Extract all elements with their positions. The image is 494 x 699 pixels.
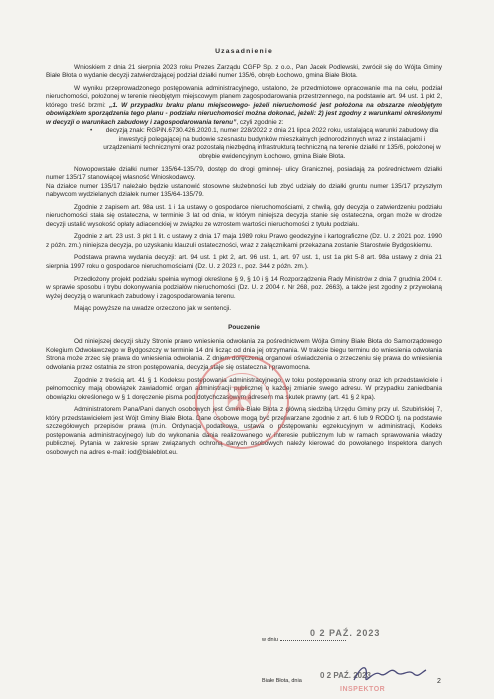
paragraph-adjacency-fee: Zgodnie z zapisem art. 98a ust. 1 i 1a ustawy o gospodarce nieruchomościami, z chwilą, gdy decyzja o zatwierdzeniu podziału nieruchomości stała się ostateczna, w terminie 3 lat od dnia, w którym niniejsza decyzja stanie się ostateczna, organ może w drodze decyzji ustalić wysokość opłaty adiacenckiej w związku ze wzrostem wartości nieruchomości z tytułu podziału. xyxy=(46,203,442,228)
paragraph-appeal: Od niniejszej decyzji służy Stronie prawo wniesienia odwołania za pośrednictwem Wójta Gminy Białe Błota do Samorządowego Kolegium Odwoławczego w Bydgoszczy w terminie 14 dni licząc od dnia jej otrzymania. W trakcie biegu terminu do wniesienia odwołania Strona może zrzec się prawa do wniesienia odwołania. Z dniem doręczenia organowi oświadczenia o zrzeczeniu się prawa do wniesienia odwołania przez ostatnia ze stron postępowania, decyzja staje się ostateczna i prawomocna. xyxy=(46,338,442,371)
paragraph-regulation: Przedłożony projekt podziału spełnia wymogi określone § 9, § 10 i § 14 Rozporządzenia Rady Ministrów z dnia 7 grudnia 2004 r. w sprawie sposobu i trybu dokonywania podziałów nieruchomości (Dz. U. z 2004 r. Nr 268, poz. 2663), a także jest zgodny z przywołaną wyżej decyzją o warunkach zabudowy i zagospodarowania terenu. xyxy=(46,275,442,300)
bullet-dot-icon: • xyxy=(90,127,93,135)
paragraph-legal-grounds: Podstawa prawna wydania decyzji: art. 94 ust. 1 pkt 2, art. 96 ust. 1, art. 97 ust. 1, ust 1a pkt 5-8 art. 98a ustawy z dnia 21 sierpnia 1997 roku o gospodarce nieruchomościami (Dz. U. z 2023 r., poz. 344 z późn. zm.). xyxy=(46,254,442,271)
document-title: Uzasadnienie xyxy=(215,48,273,55)
legal-quote: „1. W przypadku braku planu miejscowego- jeżeli nieruchomość jest położona na obszarze nieobjętym obowiązkiem sporządzenia tego planu - podziału nieruchomości można dokonać, jeżeli: 2) jest zgodny z warunkami określonymi w decyzji o warunkach zabudowy i zagospodarowania terenu” xyxy=(46,101,442,126)
official-signature-stamp: INSPEKTOR xyxy=(340,686,386,693)
bullet-decision xyxy=(90,127,442,161)
paragraph-new-plots: Nowopowstałe działki numer 135/64-135/79, dostęp do drogi gminnej- ulicy Granicznej, posiadają za pośrednictwem działki numer 135/17 stanowiącej własność Wnioskodawcy. xyxy=(46,165,442,182)
eagle-emblem-icon: ✠ xyxy=(226,381,253,417)
bullet-decision-text: decyzją znak: RGPiN.6730.426.2020.1, numer 228/2022 z dnia 21 lipca 2022 roku, ustalającą warunki zabudowy dla inwestycji polegającej na budowie szesnastu budynków mieszkalnych jednorodzinnych wraz z instalacjami i urządzeniami technicznymi oraz pozostałą niezbędną infrastrukturą techniczną na terenie działki nr 135/6, położonej w obrębie ewidencyjnym Łochowo, gmina Białe Błota. xyxy=(103,127,441,161)
receipt-date-stamp: 0 2 PAŹ. 2023 xyxy=(310,628,381,638)
paragraph-data-protection: Administratorem Pana/Pani danych osobowych jest Gmina Białe Błota z główną siedzibą Urzędu Gminy przy ul. Szubińskiej 7, który przedstawicielem jest Wójt Gminy Białe Błota. Dane osobowe mogą być przetwarzane zgodnie z art. 6 lub 9 RODO tj. na podstawie szczegółowych przepisów prawa (m.in. Ordynacja podatkowa, ustawa o postępowaniu egzekucyjnym w administracji, Kodeks postępowania administracyjnego) lub do wykonania dania realizowanego w interesie publicznym lub w ramach sprawowania władzy publicznej. Pytania w zakresie spraw związanych ochroną danych osobowych należy kierować do powołanego Inspektora danych osobowych na adres e-mail: iod@bialeblot.eu. xyxy=(46,406,442,456)
paragraph-request: Wnioskiem z dnia 21 sierpnia 2023 roku Prezes Zarządu CGFP Sp. z o.o., Pan Jacek Podlewski, zwrócił się do Wójta Gminy Białe Błota o wydanie decyzji zatwierdzającej podział działki numer 135/6, obręb Łochowo, gmina Białe Błota. xyxy=(46,63,442,80)
paragraph-geodetic-law: Zgodnie z art. 23 ust. 3 pkt 1 lit. c ustawy z dnia 17 maja 1989 roku Prawo geodezyjne i kartograficzne (Dz. U. z 2021 poz. 1990 z późn. zm.) niniejsza decyzja, po uzyskaniu klauzuli ostateczności, wraz z załącznikami przekazana zostanie Starostwie Bydgoskiemu. xyxy=(46,233,442,249)
paragraph-easement: Na działce numer 135/17 należało będzie ustanowić stosowne służebności lub zbyć udziały do działki gruntu numer 135/17 przyszłym nabywcom wydzielanych działek numer 135/64-135/79. xyxy=(46,182,442,199)
paragraph-address-change: Zgodnie z treścią art. 41 § 1 Kodeksu postępowania administracyjnego, w toku postępowania strony oraz ich przedstawiciele i pełnomocnicy mają obowiązek zawiadomić organ administracji publicznej o każdej zmianie swego adresu. W przypadku zaniedbania obowiązku określonego w § 1 doręczenie pisma pod dotychczasowym adresem ma skutek prawny (art. 41 § 2 kpa). xyxy=(46,376,442,401)
official-seal-icon xyxy=(195,355,289,449)
signature-icon xyxy=(350,660,430,688)
paragraph-legal-basis: W wyniku przeprowadzonego postępowania administracyjnego, ustalono, że przedmiotowe opracowanie ma na celu, podział nieruchomości, położonej w terenie nieobjętym miejscowym planem zagospodarowania przestrzennego, na podstawie art. 94 ust. 1 pkt 2, którego treść brzmi: „1. W przypadku braku planu miejscowego- jeżeli nieruchomość jest położona na obszarze nieobjętym obowiązkiem sporządzenia tego planu - podziału nieruchomości można dokonać, jeżeli: 2) jest zgodny z warunkami określonymi w decyzji o warunkach zabudowy i zagospodarowania terenu”, czyli zgodnie z: xyxy=(46,84,442,126)
page-number: 2 xyxy=(437,678,441,685)
paragraph-conclusion: Mając powyższe na uwadze orzeczono jak w sentencji. xyxy=(74,305,232,313)
issue-date-stamp: 0 2 PAŹ. 2023 xyxy=(320,671,371,680)
receipt-date-line: w dniu xyxy=(262,637,346,643)
instruction-heading: Pouczenie xyxy=(228,323,260,331)
place-date-label: Białe Błota, dnia xyxy=(262,678,302,684)
